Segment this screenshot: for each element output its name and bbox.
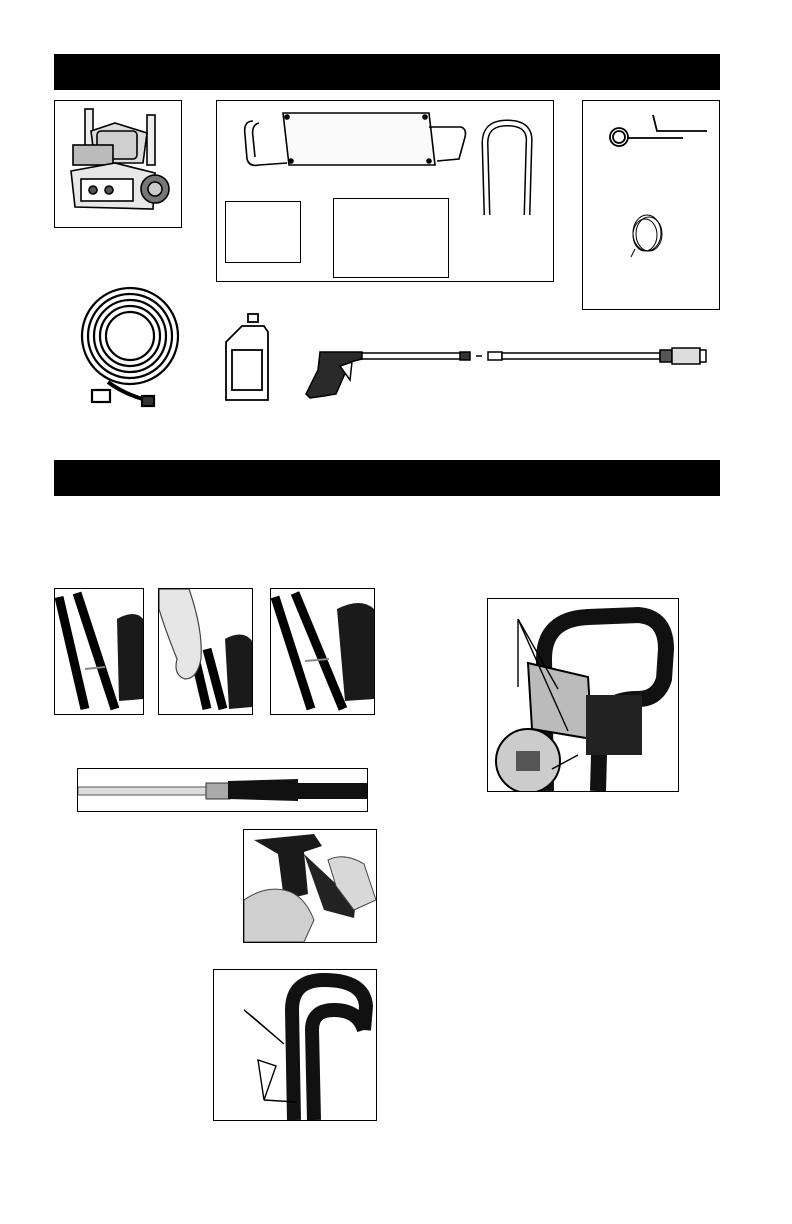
- oil-bottle-icon: [222, 312, 272, 404]
- spray-gun-and-wand-icon: [300, 340, 712, 408]
- photo-spray-gun-connection: [243, 829, 377, 943]
- photo-handle-step-3: [270, 588, 375, 715]
- handle-icon: [479, 119, 537, 219]
- photo-handle-step-1: [54, 588, 144, 715]
- section-header-contents: [54, 54, 720, 90]
- photo-handle-fasteners: [213, 969, 377, 1121]
- high-pressure-hose-icon: [74, 282, 186, 412]
- nozzle-cleaning-tool-icon: [601, 111, 711, 151]
- photo-bracket-installation: [487, 598, 679, 792]
- label-box-large: [333, 198, 449, 278]
- part-box-tools: [582, 100, 720, 310]
- pressure-washer-icon: [55, 101, 181, 227]
- part-box-pressure-washer: [54, 100, 182, 228]
- label-box-small: [225, 201, 301, 263]
- part-box-bracket-handle: [216, 100, 554, 282]
- photo-handle-step-2: [158, 588, 253, 715]
- control-panel-bracket-icon: [239, 109, 469, 171]
- photo-wand: [77, 768, 368, 812]
- wire-coil-icon: [623, 209, 673, 261]
- section-header-assembly: [54, 460, 720, 496]
